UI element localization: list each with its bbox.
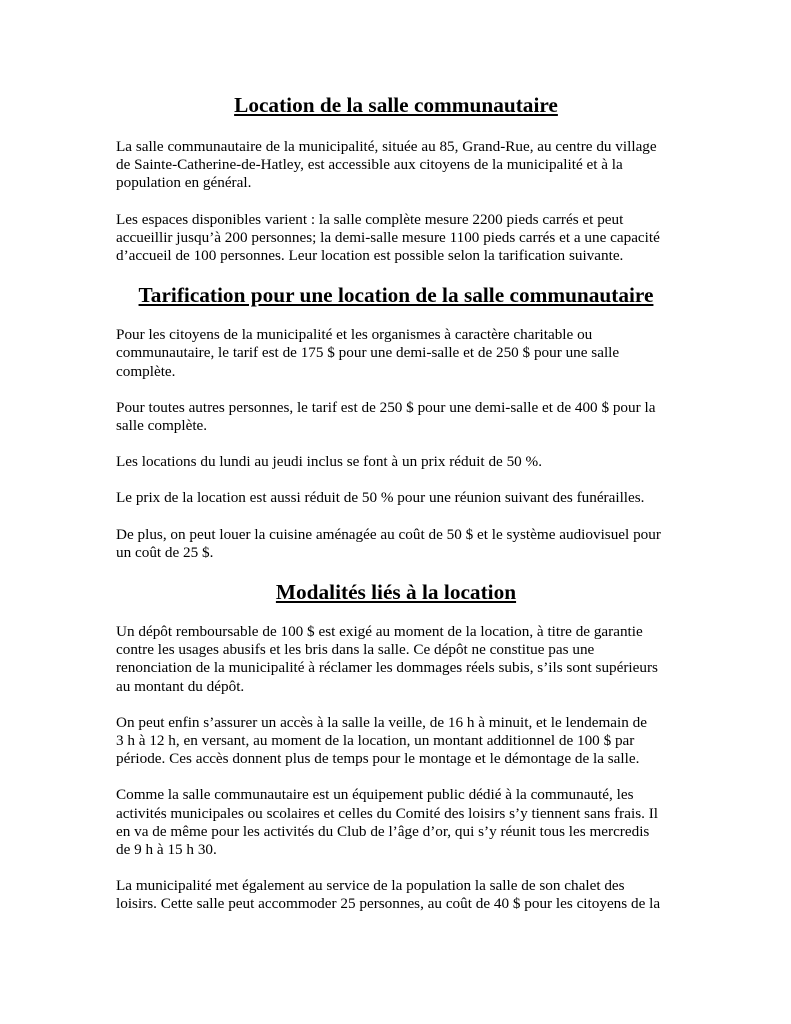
text-line: communautaire, le tarif est de 175 $ pour une demi-salle et de 250 $ pour une salle (116, 344, 620, 362)
text-line: renonciation de la municipalité à réclamer les dommages réels subis, s’ils sont supérieurs (116, 659, 658, 677)
text-line: On peut enfin s’assurer un accès à la salle la veille, de 16 h à minuit, et le lendemain de (116, 713, 647, 731)
text-line: Un dépôt remboursable de 100 $ est exigé au moment de la location, à titre de garantie (116, 623, 643, 641)
text-line: contre les usages abusifs et les bris dans la salle. Ce dépôt ne constitue pas une (116, 641, 595, 659)
text-line: De plus, on peut louer la cuisine aménagée au coût de 50 $ et le système audiovisuel pour (116, 525, 661, 543)
text-line: La municipalité met également au service de la population la salle de son chalet des (116, 877, 625, 895)
text-line: en va de même pour les activités du Club de l’âge d’or, qui s’y réunit tous les mercredis (116, 822, 650, 840)
section-title-tarification: Tarification pour une location de la salle communautaire (138, 283, 654, 308)
text-line: population en général. (116, 174, 252, 192)
paragraph-citizen-rates (116, 326, 676, 381)
paragraph-deposit (116, 623, 676, 696)
text-line: La salle communautaire de la municipalité, située au 85, Grand-Rue, au centre du village (116, 138, 657, 155)
text-line: Les espaces disponibles varient : la salle complète mesure 2200 pieds carrés et peut (116, 210, 624, 228)
paragraph-free-use (116, 786, 676, 859)
text-line: 3 h à 12 h, en versant, au moment de la location, un montant additionnel de 100 $ par (116, 732, 635, 750)
paragraph-funeral-discount (116, 489, 676, 507)
text-line: accueillir jusqu’à 200 personnes; la demi-salle mesure 1100 pieds carrés et a une capacité (116, 228, 660, 246)
text-line: Le prix de la location est aussi réduit de 50 % pour une réunion suivant des funérailles. (116, 489, 645, 507)
text-line: complète. (116, 362, 176, 380)
text-line: au montant du dépôt. (116, 677, 245, 695)
document-body (116, 92, 676, 914)
paragraph-extras (116, 526, 676, 562)
text-line: salle complète. (116, 417, 208, 435)
paragraph-weekday-discount (116, 453, 676, 471)
section-title-modalites: Modalités liés à la location (275, 580, 517, 605)
text-line: Comme la salle communautaire est un équipement public dédié à la communauté, les (116, 786, 634, 804)
text-line: activités municipales ou scolaires et celles du Comité des loisirs s’y tiennent sans frais. Il (116, 804, 658, 822)
paragraph-other-rates (116, 399, 676, 435)
paragraph-intro (116, 138, 676, 193)
text-line: de 9 h à 15 h 30. (116, 841, 217, 859)
text-line: un coût de 25 $. (116, 543, 214, 561)
text-line: loisirs. Cette salle peut accommoder 25 personnes, au coût de 40 $ pour les citoyens de la (116, 895, 661, 913)
text-line: période. Ces accès donnent plus de temps pour le montage et le démontage de la salle. (116, 750, 640, 768)
paragraph-spaces (116, 211, 676, 266)
text-line: Pour toutes autres personnes, le tarif est de 250 $ pour une demi-salle et de 400 $ pour la (116, 398, 656, 416)
paragraph-extra-access (116, 714, 676, 769)
section-title-location: Location de la salle communautaire (234, 93, 558, 117)
text-line: Pour les citoyens de la municipalité et les organismes à caractère charitable ou (116, 326, 593, 344)
text-line: de Sainte-Catherine-de-Hatley, est accessible aux citoyens de la municipalité et à la (116, 156, 623, 174)
text-line: d’accueil de 100 personnes. Leur location est possible selon la tarification suivante. (116, 247, 624, 265)
text-line: Les locations du lundi au jeudi inclus se font à un prix réduit de 50 %. (116, 453, 543, 471)
paragraph-chalet (116, 877, 676, 913)
